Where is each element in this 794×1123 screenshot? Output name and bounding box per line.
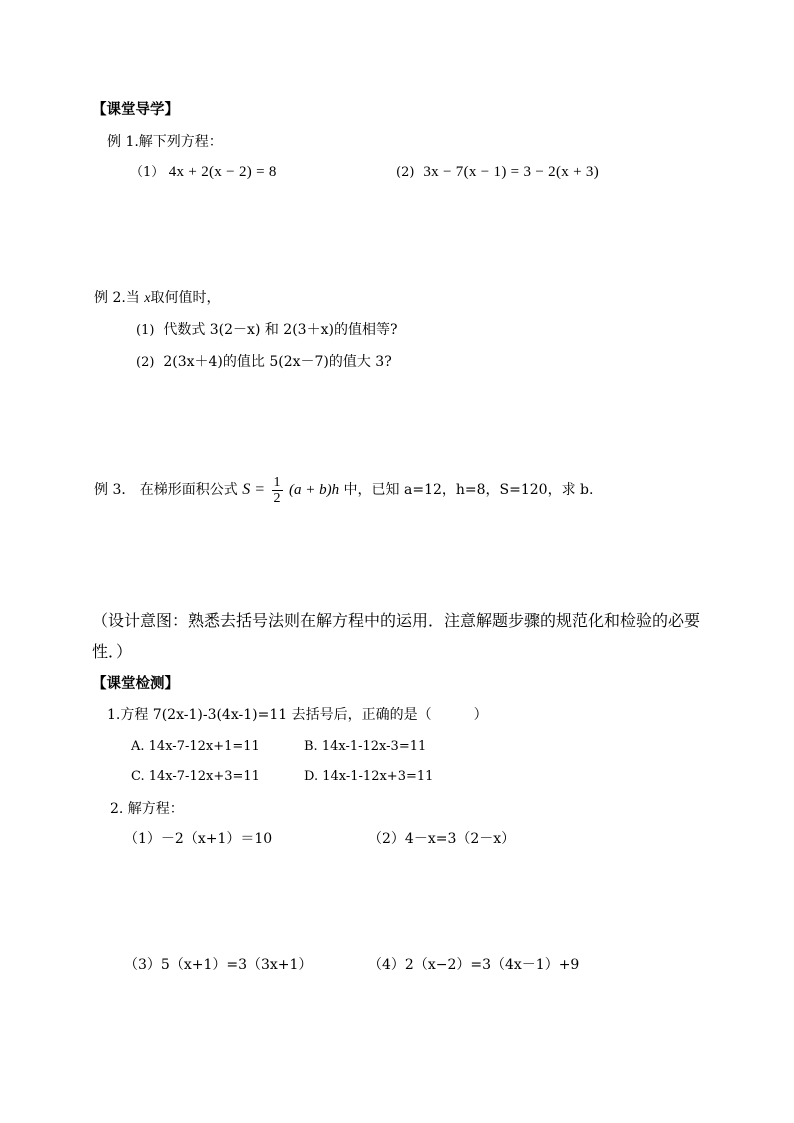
example-1-part-1 xyxy=(130,162,277,183)
equation: 4x + 2(x − 2) = 8 xyxy=(168,164,277,180)
variable: x xyxy=(144,291,151,306)
design-intent-line-1: （设计意图：熟悉去括号法则在解方程中的运用．注意解题步骤的规范化和检验的必要 xyxy=(92,611,701,630)
test-question-2: 2. 解方程： xyxy=(110,801,184,817)
test-question-1: 1.方程 7(2x-1)-3(4x-1)=11 去括号后，正确的是（ ） xyxy=(107,707,488,723)
formula-rhs: (a + b)h xyxy=(288,482,340,498)
section-title-test: 【课堂检测】 xyxy=(92,676,179,692)
question-label: (1) xyxy=(136,323,155,338)
example-1-title: 例 1.解下列方程： xyxy=(107,134,223,150)
equation-3: （3）5（x+1）=3（3x+1） xyxy=(124,957,313,973)
design-intent-line-2: 性．） xyxy=(92,642,133,661)
example-3-suffix: 中，已知 a=12，h=8，S=120，求 b. xyxy=(343,482,594,498)
example-2-question-2 xyxy=(136,352,392,373)
equation-2: （2）4－x=3（2－x） xyxy=(368,831,516,847)
example-1-part-2 xyxy=(396,162,599,183)
part-label: （1） xyxy=(130,165,165,180)
option-d: D. 14x-1-12x+3=11 xyxy=(304,769,434,784)
title-prefix: 例 2.当 xyxy=(94,290,145,306)
question-text: 代数式 3(2－x) 和 2(3＋x)的值相等? xyxy=(163,322,398,338)
equation: 3x − 7(x − 1) = 3 − 2(x + 3) xyxy=(423,164,600,180)
part-label: (2) xyxy=(396,165,415,180)
fraction-numerator: 1 xyxy=(273,474,281,490)
option-c: C. 14x-7-12x+3=11 xyxy=(131,769,260,784)
example-3-prefix: 例 3． 在梯形面积公式 xyxy=(94,482,238,498)
section-title-guide: 【课堂导学】 xyxy=(92,102,179,118)
example-2-title xyxy=(94,288,220,309)
fraction-denominator: 2 xyxy=(273,490,281,506)
fraction xyxy=(272,475,283,506)
formula-lhs: S = xyxy=(242,481,266,498)
option-a: A. 14x-7-12x+1=11 xyxy=(131,739,260,754)
example-2-question-1 xyxy=(136,320,397,341)
question-label: (2) xyxy=(136,355,155,370)
equation-1: （1）－2（x+1）＝10 xyxy=(124,831,273,847)
option-b: B. 14x-1-12x-3=11 xyxy=(304,739,427,754)
equation-4: （4）2（x−2）=3（4x－1）+9 xyxy=(368,957,580,973)
question-text: 2(3x＋4)的值比 5(2x－7)的值大 3? xyxy=(163,354,392,370)
title-suffix: 取何值时， xyxy=(150,290,221,306)
example-3 xyxy=(94,470,593,510)
